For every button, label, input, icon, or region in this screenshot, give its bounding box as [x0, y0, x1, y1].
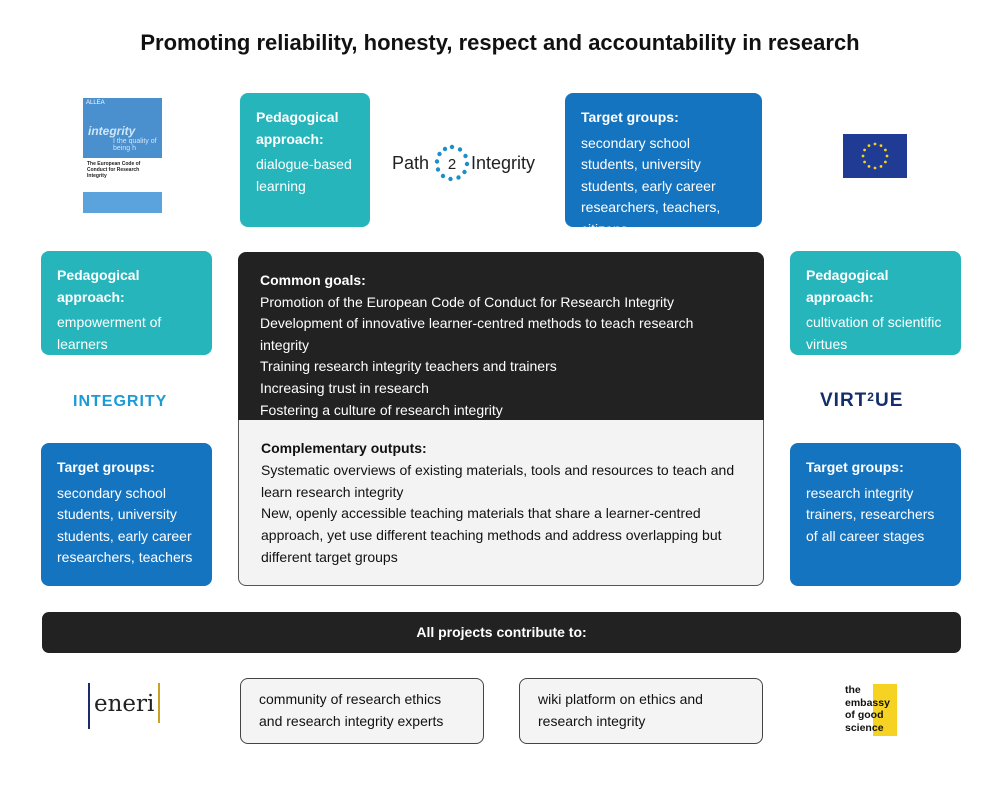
approach-heading: Pedagogical approach: [256, 109, 339, 147]
logo-number: 2 [447, 156, 457, 173]
logo-word-path: Path [392, 153, 430, 173]
community-pill: community of research ethics and research integrity experts [240, 678, 484, 744]
embassy-line: the [845, 684, 861, 696]
cover-subword: I the quality of being h [113, 138, 157, 152]
approach-body: dialogue-based learning [256, 156, 352, 194]
wiki-platform-pill: wiki platform on ethics and research integrity [519, 678, 763, 744]
allea-code-cover-image [83, 98, 162, 213]
eu-flag-icon [843, 134, 907, 178]
common-goals-heading: Common goals: [260, 272, 366, 288]
approach-body: empowerment of learners [57, 314, 162, 352]
page-title: Promoting reliability, honesty, respect and accountability in research [140, 30, 860, 55]
logo-word-integrity: Integrity [471, 153, 536, 173]
path2integrity-target-box [565, 93, 762, 237]
common-goals-box [238, 252, 764, 422]
target-heading: Target groups: [581, 109, 679, 125]
cover-word: integrity [88, 124, 136, 138]
eneri-logo [88, 683, 163, 729]
contribute-bar: All projects contribute to: [42, 612, 961, 653]
integrity-logo: INTEGRITY [73, 393, 168, 410]
approach-heading: Pedagogical approach: [57, 267, 140, 305]
goal-item: Increasing trust in research [260, 379, 429, 396]
output-item: Systematic overviews of existing materials, tools and resources to teach and learn research integrity [261, 461, 735, 500]
virt2ue-approach-box [790, 251, 961, 355]
target-body: research integrity trainers, researchers of all career stages [806, 484, 935, 544]
goal-item: Development of innovative learner-centred methods to teach research integrity [260, 315, 694, 353]
complementary-outputs-box [238, 420, 764, 586]
goal-item: Promotion of the European Code of Conduct for Research Integrity [260, 293, 675, 310]
outputs-heading: Complementary outputs: [261, 440, 427, 456]
embassy-line: embassy [845, 696, 890, 709]
target-heading: Target groups: [57, 459, 155, 475]
allea-brand: ALLEA [86, 100, 105, 106]
logo-right: UE [874, 390, 904, 411]
target-body: secondary school students, university students, early career researchers, teachers [57, 484, 193, 565]
logo-left: VIRT [820, 390, 868, 411]
embassy-line: of good [845, 709, 884, 721]
logo-two: 2 [867, 390, 875, 404]
output-item: New, openly accessible teaching materials that share a learner-centred approach, yet use different teaching methods and address overlapping but different target groups [261, 505, 722, 565]
eneri-logo-text: eneri [94, 691, 155, 717]
approach-heading: Pedagogical approach: [806, 267, 889, 305]
path2integrity-approach-box [240, 93, 370, 227]
target-heading: Target groups: [806, 459, 904, 475]
embassy-line: science [845, 721, 884, 734]
target-body: secondary school students, university students, early career researchers, teachers, citizens [581, 134, 721, 237]
virt2ue-logo [820, 390, 903, 412]
dotted-circle-icon [434, 144, 470, 182]
approach-body: cultivation of scientific virtues [806, 314, 942, 352]
integrity-approach-box [41, 251, 212, 355]
cover-title: The European Code of Conduct for Research Integrity [87, 161, 141, 179]
integrity-target-box [41, 443, 212, 586]
virt2ue-target-box [790, 443, 961, 586]
goal-item: Fostering a culture of research integrity [260, 401, 503, 418]
embassy-of-good-science-logo [845, 684, 897, 736]
path2integrity-logo [392, 142, 544, 184]
goal-item: Training research integrity teachers and trainers [260, 358, 557, 375]
